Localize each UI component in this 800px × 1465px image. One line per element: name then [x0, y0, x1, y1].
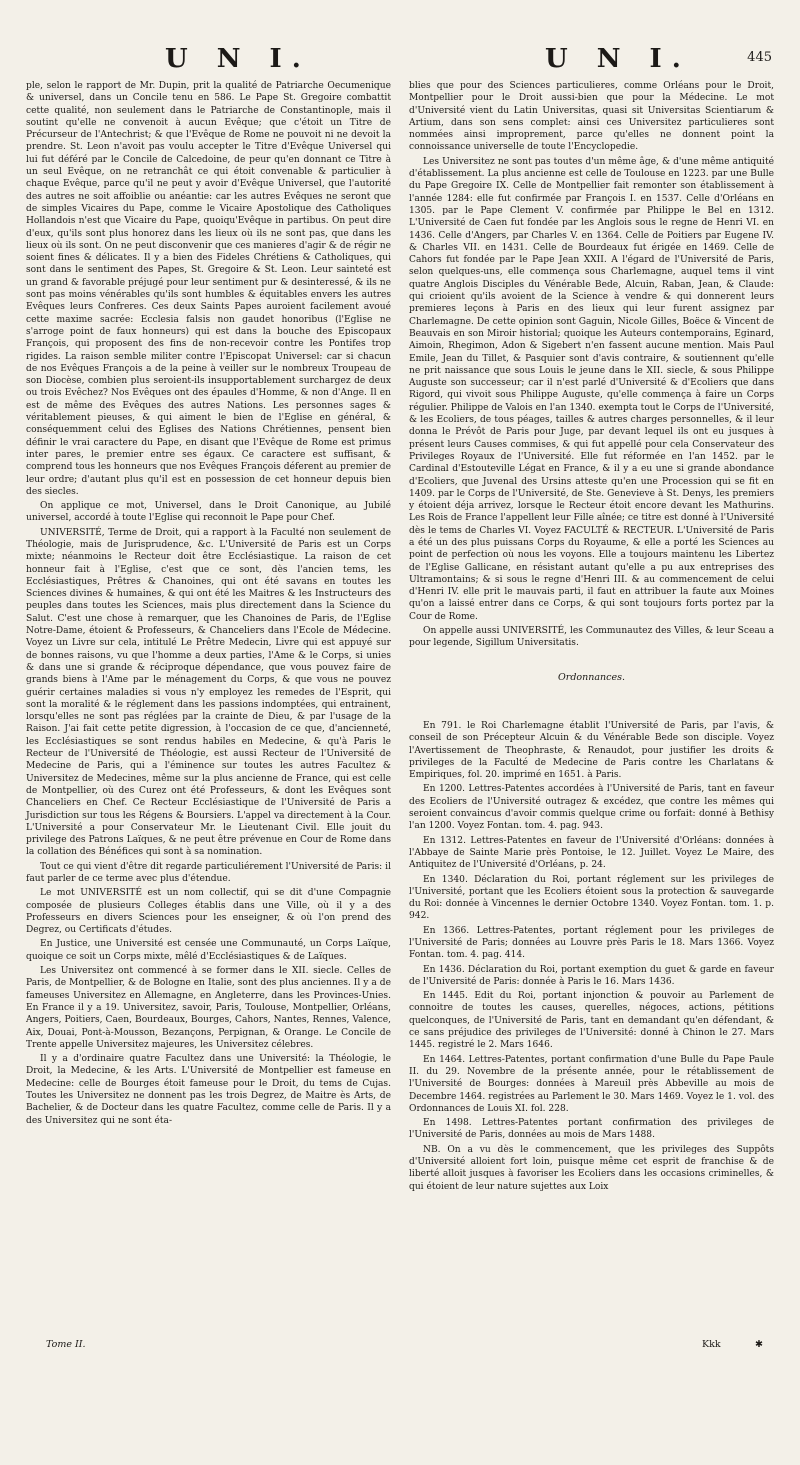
paragraph: Tout ce qui vient d'être dit regarde particuliérement l'Université de Paris: il faut parler de ce terme avec plus d'étendue.: [26, 861, 391, 884]
paragraph: En 791. le Roi Charlemagne établit l'Université de Paris, par l'avis, & conseil de son Précepteur Alcuin & du Vénérable Bede son disciple. Voyez l'Avertissement de Theophraste, & Renaudot, pour justifier les droits & privileges de la Faculté de Medecine de Paris contre les Charlatans & Empiriques, fol. 20. imprimé en 1651. à Paris.: [409, 720, 774, 781]
paragraph: Les Universitez ne sont pas toutes d'un même âge, & d'une même antiquité d'établissement. La plus ancienne est celle de Toulouse en 1223. par une Bulle du Pape Gregoire IX. Celle de Montpellier fait remonter son établissement à l'année 1284: elle fut confirmée par François I. en 1537. Celle d'Orléans en 1305. par le Pape Clement V. confirmée par Philippe le Bel en 1312. L'Université de Caen fut fondée par les Anglois sous le regne de Henri VI. en 1436. Celle d'Angers, par Charles V. en 1364. Celle de Poitiers par Eugene IV. & Charles VII. en 1431. Celle de Bourdeaux fut érigée en 1469. Celle de Cahors fut fondée par le Pape Jean XXII. A l'égard de l'Université de Paris, selon quelques-uns, elle commença sous Charlemagne, auquel tems il vint quatre Anglois Disciples du Vénérable Bede, Alcuin, Raban, Jean, & Claude: qui crioient qu'ils avoient de la Science à vendre & qui donnerent leurs premieres leçons à Paris en des lieux qui leur furent assignez par Charlemagne. De cette opinion sont Gaguin, Nicole Gilles, Boëce & Vincent de Beauvais en son Miroir historial; quoique les Auteurs contemporains, Eginard, Aimoin, Rhegimon, Adon & Sigebert n'en fassent aucune mention. Mais Paul Emile, Jean du Tillet, & Pasquier sont d'avis contraire, & soutiennent qu'elle ne prit naissance que sous Louis le jeune dans le XII. siecle, & sous Philippe Auguste son successeur; car il n'est parlé d'Université & d'Ecoliers que dans Rigord, qui vivoit sous Philippe Auguste, qu'elle commença à faire un Corps régulier. Philippe de Valois en l'an 1340. exempta tout le Corps de l'Université, & les Ecoliers, de tous péages, tailles & autres charges personnelles, & il leur donna le Prévôt de Paris pour Juge, par devant lequel ils ont eu jusques à présent leurs Causes commises, & qui fut appellé pour cela Conservateur des Privileges Royaux de l'Université. Elle fut réformée en l'an 1452. par le Cardinal d'Estouteville Légat en France, & il y a eu une si grande abondance d'Ecoliers, que Juvenal des Ursins atteste qu'en une Procession qui se fit en 1409. par le Corps de l'Université, de Ste. Genevieve à St. Denys, les premiers y étoient déja arrivez, lorsque le Recteur étoit encore devant les Mathurins. Les Rois de France l'appellent leur Fille aînée; ce titre est donné à l'Université dès le tems de Charles VI. Voyez FACULTÉ & RECTEUR. L'Université de Paris a été un des plus puissans Corps du Royaume, & elle a porté les Sciences au point de perfection où nous les voyons. Elle a toujours maintenu les Libertez de l'Eglise Gallicane, en résistant autant qu'elle a pu aux entreprises des Ultramontains; & si sous le regne d'Henri III. & au commencement de celui d'Henri IV. elle prit le mauvais parti, il faut en attribuer la faute aux Moines qu'on a laissé entrer dans ce Corps, & qui sont toujours forts portez par la Cour de Rome.: [409, 156, 774, 622]
paragraph: Les Universitez ont commencé à se former dans le XII. siecle. Celles de Paris, de Montpellier, & de Bologne en Italie, sont des plus anciennes. Il y a de fameuses Universitez en Allemagne, en Angleterre, dans les Provinces-Unies. En France il y a 19. Universitez, savoir, Paris, Toulouse, Montpellier, Orléans, Angers, Poitiers, Caen, Bourdeaux, Bourges, Cahors, Nantes, Rennes, Valence, Aix, Douai, Pont-à-Mousson, Bezançons, Perpignan, & Orange. Le Concile de Trente appelle Universitez majeures, les Universitez célebres.: [26, 966, 391, 1050]
paragraph: En 1464. Lettres-Patentes, portant confirmation d'une Bulle du Pape Paule II. du 29. Novembre de la présente année, pour le rétablissement de l'Université de Bourges: données à Mareuil près Abbeville au mois de Decembre 1464. registrées au Parlement le 30. Mars 1469. Voyez le 1. vol. des Ordonnances de Louis XI. fol. 228.: [409, 1054, 774, 1114]
paragraph: En 1200. Lettres-Patentes accordées à l'Université de Paris, tant en faveur des Ecoliers de l'Université outragez & excédez, que contre les mêmes qui seroient convaincus d'avoir commis quelque crime ou forfait: donné à Bethisy l'an 1200. Voyez Fontan. tom. 4. pag. 943.: [409, 784, 774, 832]
paragraph: ple, selon le rapport de Mr. Dupin, prit la qualité de Patriarche Oecumenique & universel, dans un Concile tenu en 586. Le Pape St. Gregoire combattit cette qualité, non seulement dans le Patriarche de Constantinople, mais il soutint qu'elle ne convenoit à aucun Evêque; que c'étoit un Titre de Précurseur de l'Antechrist; & que l'Evêque de Rome ne pouvoit ni ne devoit la prendre. St. Leon n'avoit pas voulu accepter le Titre d'Evêque Universel qui lui fut déféré par le Concile de Calcedoine, de peur qu'en donnant ce Titre à un seul Evêque, on ne retranchât ce qui étoit convenable & particulier à chaque Evêque, parce qu'il ne peut y avoir d'Evêque Universel, que l'autorité des autres ne soit affoiblie ou anéantie: car les autres Evêques ne seront que de simples Vicaires du Pape, comme le Vicaire Apostolique des Catholiques Hollandois n'est que Vicaire du Pape, quoiqu'Evêque in partibus. On peut dire d'eux, qu'ils sont plus honorez dans les lieux où ils ne sont pas, que dans les lieux où ils sont. On ne peut disconvenir que ces manieres d'agir & de régir ne soient fines & délicates. Il y a bien des Fideles Chrétiens & Catholiques, qui sont dans le sentiment des Papes, St. Gregoire & St. Leon. Leur sainteté est un grand & favorable préjugé pour leur sentiment pur & desinteressé, & ils ne sont pas moins vénérables qu'ils sont humbles & équitables envers les autres Evêques leurs Confreres. Ces deux Saints Papes auroient facilement avoué cette maxime sacrée: Ecclesia falsis non gaudet honoribus (l'Eglise ne s'arroge point de faux honneurs) qui est dans la bouche des Episcopaux François, qui proposent des fins de non-recevoir contre les Pontifes trop rigides. La raison semble militer contre l'Episcopat Universel: car si chacun de nos Evêques François a de la peine à veiller sur le nombreux Troupeau de son Diocèse, combien plus seroient-ils insupportablement surchargez de deux ou trois Evêchez? Nos Evêques ont des épaules d'Homme, & non d'Ange. Il en est de même des Evêques des autres Nations. Les personnes sages & véritablement pieuses, & qui aiment le bien de l'Eglise en général, & conséquemment celui des Eglises des Nations Chrétiennes, pensent bien définir le vrai caractere du Pape, en disant que l'Evêque de Rome est primus inter pares, le premier entre ses égaux. Ce caractere est suffisant, & comprend tous les honneurs que nos Evêques François déferent au premier de leur ordre; d'autant plus qu'il est en possession de cet honneur depuis bien des siecles.: [26, 81, 391, 497]
paragraph: En 1366. Lettres-Patentes, portant réglement pour les privileges de l'Université de Paris; données au Louvre près Paris le 18. Mars 1366. Voyez Fontan. tom. 4. pag. 414.: [409, 925, 774, 961]
paragraph: blies que pour des Sciences particulieres, comme Orléans pour le Droit, Montpellier pour le Droit aussi-bien que pour la Médecine. Le mot d'Université vient du Latin Universitas, quasi sit Universitas Scientiarum & Artium, dans son sens complet: ainsi ces Universitez particulieres sont nommées ainsi improprement, parce qu'elles ne donnent point la connoissance universelle de toute l'Encyclopedie.: [409, 81, 774, 153]
paragraph: On applique ce mot, Universel, dans le Droit Canonique, au Jubilé universel, accordé à toute l'Eglise qui reconnoit le Pape pour Chef.: [26, 501, 391, 524]
paragraph: Le mot UNIVERSITÉ est un nom collectif, qui se dit d'une Compagnie composée de plusieurs Colleges établis dans une Ville, où il y a des Professeurs en divers Sciences pour les enseigner, & où l'on prend des Degrez, ou Certificats d'études.: [26, 888, 391, 936]
paragraph: En 1340. Déclaration du Roi, portant réglement sur les privileges de l'Université, portant que les Ecoliers étoient sous la protection & sauvegarde du Roi: donnée à Vincennes le dernier Octobre 1340. Voyez Fontan. tom. 1. p. 942.: [409, 874, 774, 922]
page-number: 445: [747, 50, 772, 65]
volume-label: Tome II.: [46, 1339, 86, 1350]
text-columns: [26, 80, 774, 1195]
ornament-icon: ✱: [755, 1339, 763, 1350]
paragraph: En 1312. Lettres-Patentes en faveur de l'Université d'Orléans: données à l'Abbaye de Sainte Marie près Pontoise, le 12. Juillet. Voyez Le Maire, des Antiquitez de l'Université d'Orléans, p. 24.: [409, 835, 774, 871]
signature-mark: Kkk: [702, 1339, 721, 1350]
left-column: [26, 80, 391, 1195]
paragraph: Il y a d'ordinaire quatre Facultez dans une Université: la Théologie, le Droit, la Medecine, & les Arts. L'Université de Montpellier est fameuse en Medecine: celle de Bourges étoit fameuse pour le Droit, du tems de Cujas. Toutes les Universitez ne donnent pas les trois Degrez, de Maitre ès Arts, de Bachelier, & de Docteur dans les quatre Facultez, comme celle de Paris. Il y a des Universitez qui ne sont éta-: [26, 1054, 391, 1126]
paragraph: UNIVERSITÉ, Terme de Droit, qui a rapport à la Faculté non seulement de Théologie, mais de Jurisprudence, &c. L'Université de Paris est un Corps mixte; néanmoins le Recteur doit être Ecclésiastique. La raison de cet honneur fait à l'Eglise, c'est que ce sont, dès l'ancien tems, les Ecclésiastiques, Prêtres & Chanoines, qui ont été savans en toutes les Sciences divines & humaines, & qui ont été les Maitres & les Instructeurs des peuples dans toutes les Sciences, mais plus directement dans la Science du Salut. C'est une chose à remarquer, que les Chanoines de Paris, de l'Eglise Notre-Dame, étoient & Professeurs, & Chanceliers dans l'Ecole de Médecine. Voyez un Livre sur cela, intitulé Le Prêtre Medecin, Livre qui est appuyé sur de bonnes raisons, vu que l'homme a deux parties, l'Ame & le Corps, si unies & dans une si grande & réciproque dépendance, que vous pouvez faire de grands biens à l'Ame par le ménagement du Corps, & que vous ne pouvez guérir certaines maladies si vous n'y employez les remedes de l'Esprit, qui sont la moralité & le réglement dans les passions indomptées, qui entrainent, lorsqu'elles ne sont pas réglées par la crainte de Dieu, & par l'usage de la Raison. J'ai fait cette petite digression, à l'occasion de ce que, d'ancienneté, les Ecclésiastiques se sont rendus habiles en Medecine, & qu'à Paris le Recteur de l'Université de Théologie, est aussi Recteur de l'Université de Medecine de Paris, qui a l'éminence sur toutes les autres Facultez & Universitez de Medecines, même sur la plus ancienne de France, qui est celle de Montpellier, où des Curez ont été Professeurs, & dont les Evêques sont Chanceliers en Chef. Ce Recteur Ecclésiastique de l'Université de Paris a Jurisdiction sur tous les Régens & Boursiers. L'appel va directement à la Cour. L'Université a pour Conservateur Mr. le Lieutenant Civil. Elle jouit du privilege des Patrons Laïques, & ne peut être prévenue en Cour de Rome dans la collation des Bénéfices qui sont à sa nomination.: [26, 527, 391, 858]
running-head-left: U N I.: [165, 44, 311, 74]
paragraph: En 1498. Lettres-Patentes portant confirmation des privileges de l'Université de Paris, données au mois de Mars 1488.: [409, 1118, 774, 1141]
paragraph: En 1445. Edit du Roi, portant injonction & pouvoir au Parlement de connoitre de toutes les causes, querelles, négoces, actions, pétitions quelconques, de l'Université de Paris, tant en demandant qu'en défendant, & ce sans préjudice des privileges de l'Université: donné à Chinon le 27. Mars 1445. registré le 2. Mars 1646.: [409, 991, 774, 1051]
running-head-right: U N I.: [545, 44, 691, 74]
paragraph: NB. On a vu dès le commencement, que les privileges des Suppôts d'Université alloient fort loin, puisque même cet esprit de franchise & de liberté alloit jusques à favoriser les Ecoliers dans les occasions criminelles, & qui étoient de leur nature sujettes aux Loix: [409, 1144, 774, 1192]
section-heading: Ordonnances.: [558, 671, 625, 683]
paragraph: En 1436. Déclaration du Roi, portant exemption du guet & garde en faveur de l'Université de Paris: donnée à Paris le 16. Mars 1436.: [409, 964, 774, 987]
paragraph: En Justice, une Université est censée une Communauté, un Corps Laïque, quoique ce soit un Corps mixte, mêlé d'Ecclésiastiques & de Laïques.: [26, 939, 391, 962]
paragraph: On appelle aussi UNIVERSITÉ, les Communautez des Villes, & leur Sceau a pour legende, Sigillum Universitatis.: [409, 626, 774, 649]
right-column: [409, 80, 774, 1195]
